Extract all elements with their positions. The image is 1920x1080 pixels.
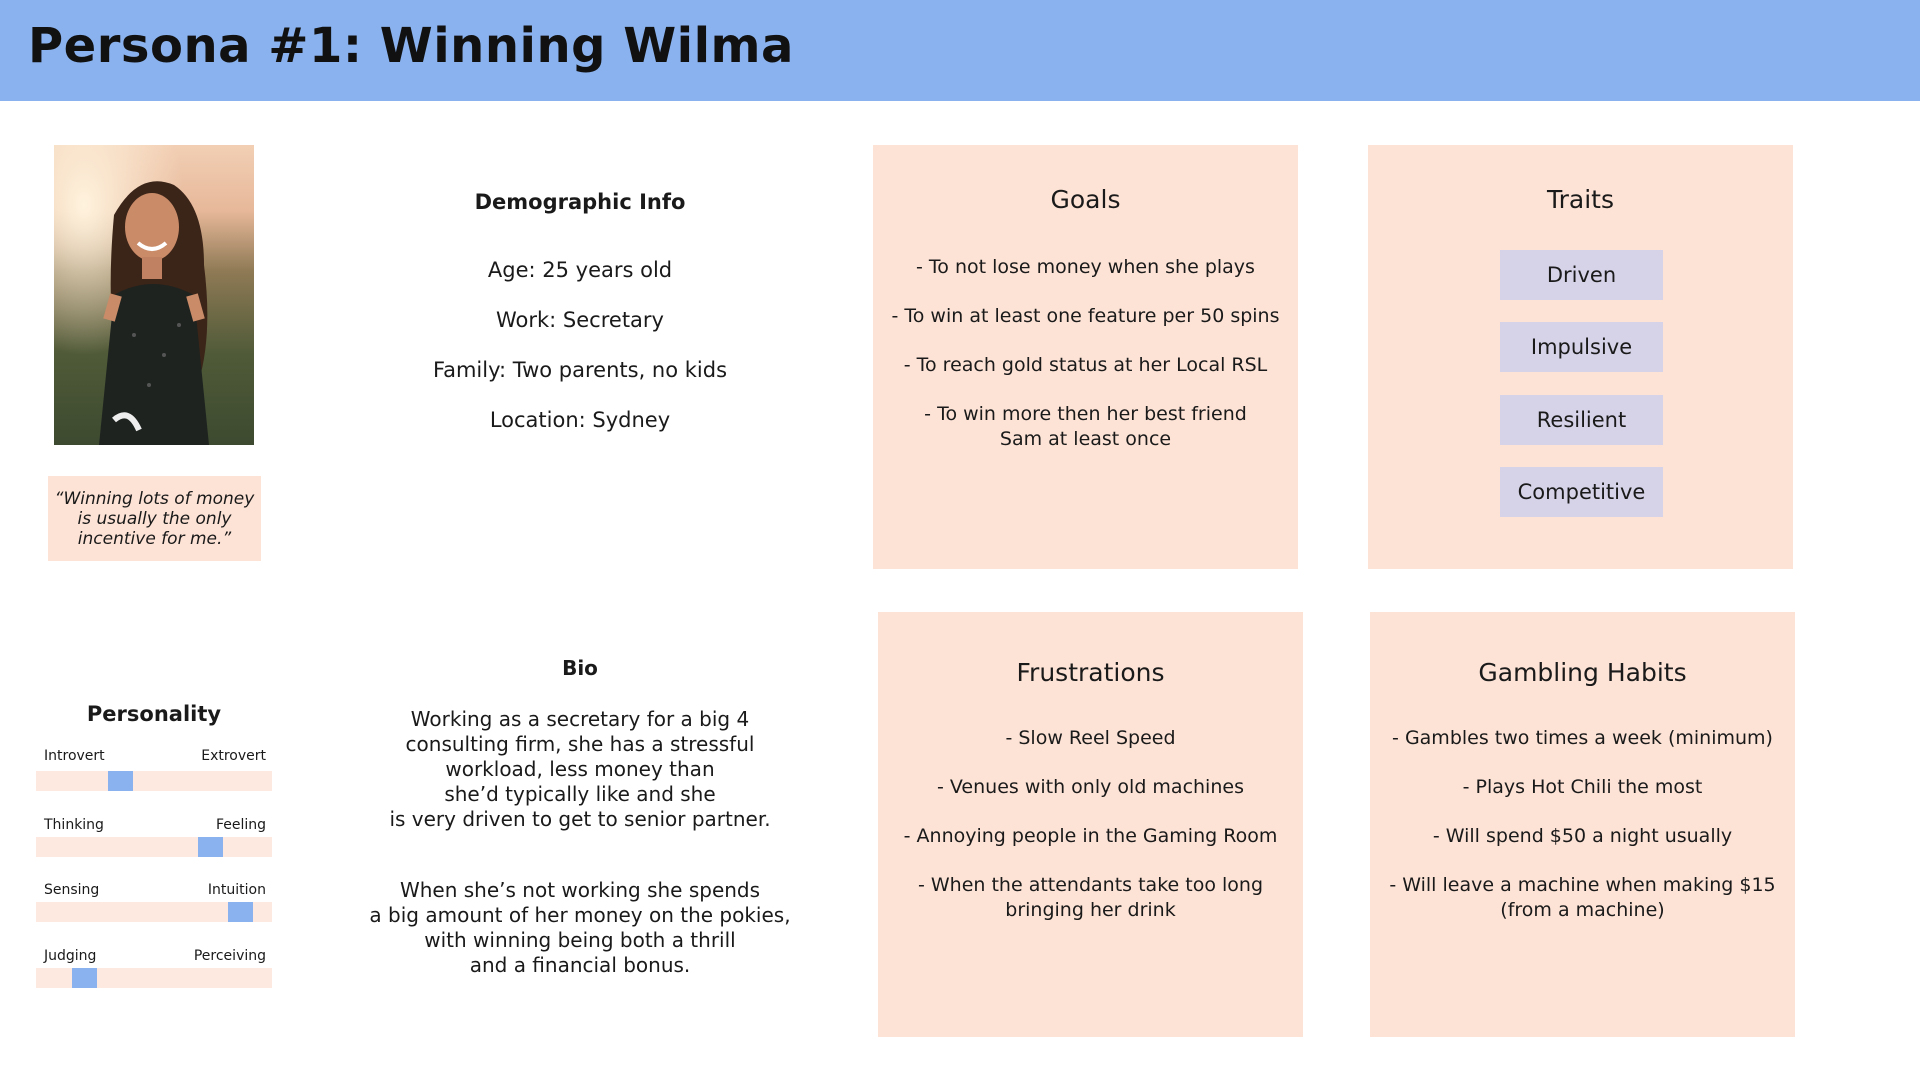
bio-paragraph: When she’s not working she spends a big amount of her money on the pokies, with winning being both a thrill and a financial bonus.: [369, 878, 791, 977]
traits-card: [1368, 145, 1793, 569]
bio-title: Bio: [562, 656, 598, 680]
scale-marker: [108, 771, 133, 791]
scale-left-label: Judging: [44, 948, 97, 964]
scale-left-label: Thinking: [44, 817, 104, 833]
gambling-habits-title: Gambling Habits: [1478, 658, 1687, 687]
page-title: Persona #1: Winning Wilma: [28, 18, 794, 74]
goal-item: - To reach gold status at her Local RSL: [903, 354, 1268, 376]
demographic-location: Location: Sydney: [489, 408, 671, 432]
traits-title: Traits: [1547, 185, 1614, 214]
scale-left-label: Introvert: [44, 748, 105, 764]
trait-tag-competitive: Competitive: [1500, 467, 1663, 517]
goals-title: Goals: [1050, 185, 1121, 214]
scale-marker: [228, 902, 253, 922]
demographic-title: Demographic Info: [474, 190, 686, 214]
frustrations-list: [878, 726, 1303, 947]
habit-item: - Will leave a machine when making $15 (from a machine): [1389, 874, 1776, 921]
trait-tag-resilient: Resilient: [1500, 395, 1663, 445]
frustrations-card: [878, 612, 1303, 1037]
frustration-item: - Annoying people in the Gaming Room: [903, 825, 1278, 847]
gambling-habits-list: [1370, 726, 1795, 947]
goals-list: [873, 255, 1298, 476]
demographic-family: Family: Two parents, no kids: [432, 358, 728, 382]
habit-item: - Will spend $50 a night usually: [1432, 825, 1733, 847]
trait-tag-driven: Driven: [1500, 250, 1663, 300]
habit-item: - Gambles two times a week (minimum): [1392, 727, 1773, 749]
demographic-work: Work: Secretary: [496, 308, 664, 332]
persona-quote: “Winning lots of money is usually the only incentive for me.”: [48, 476, 261, 561]
scale-right-label: Feeling: [215, 817, 266, 833]
personality-scale-judging-perceiving: [36, 968, 272, 988]
scale-right-label: Intuition: [207, 882, 266, 898]
frustration-item: - When the attendants take too long bringing her drink: [917, 874, 1263, 921]
personality-scale-introvert-extrovert: [36, 771, 272, 791]
header-bar: [0, 0, 1920, 101]
demographic-age: Age: 25 years old: [487, 258, 673, 282]
habit-item: - Plays Hot Chili the most: [1462, 776, 1703, 798]
personality-scale-sensing-intuition: [36, 902, 272, 922]
trait-tag-impulsive: Impulsive: [1500, 322, 1663, 372]
goals-card: [873, 145, 1298, 569]
personality-title: Personality: [86, 702, 222, 726]
frustration-item: - Venues with only old machines: [937, 776, 1244, 798]
scale-marker: [72, 968, 97, 988]
scale-left-label: Sensing: [44, 882, 100, 898]
personality-scale-thinking-feeling: [36, 837, 272, 857]
demographic-info: [400, 233, 760, 458]
scale-right-label: Extrovert: [201, 748, 266, 764]
scale-right-label: Perceiving: [193, 948, 266, 964]
goal-item: - To win more then her best friend Sam at least once: [924, 403, 1247, 450]
frustrations-title: Frustrations: [1016, 658, 1165, 687]
scale-marker: [198, 837, 223, 857]
bio-paragraph: Working as a secretary for a big 4 consulting firm, she has a stressful workload, less money than she’d typically like and she is very driven to get to senior partner.: [389, 707, 771, 831]
persona-photo: [54, 145, 254, 445]
goal-item: - To not lose money when she plays: [916, 256, 1255, 278]
goal-item: - To win at least one feature per 50 spins: [891, 305, 1280, 327]
frustration-item: - Slow Reel Speed: [1005, 727, 1176, 749]
gambling-habits-card: [1370, 612, 1795, 1037]
